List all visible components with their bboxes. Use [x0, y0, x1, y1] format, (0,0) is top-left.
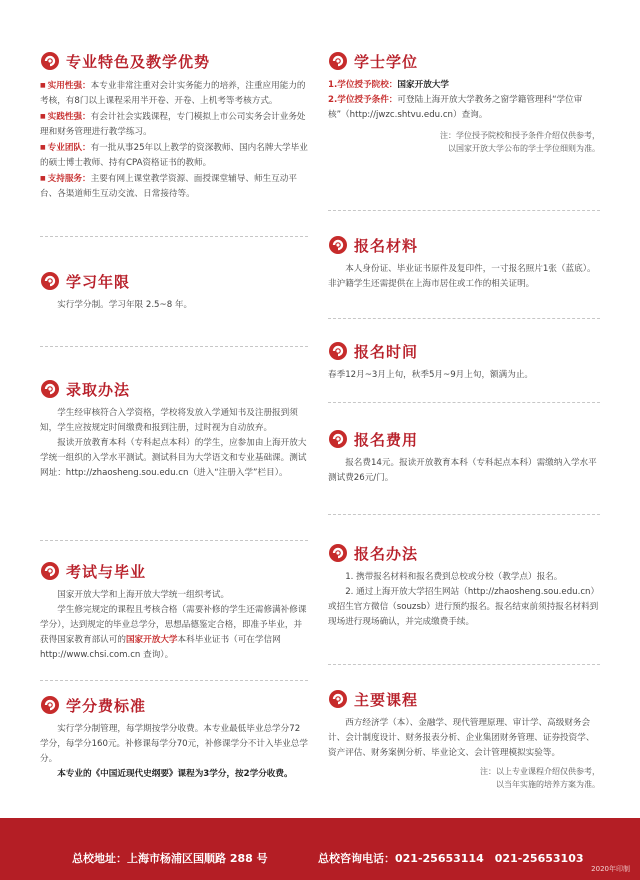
- section-body: 实行学分制。学习年限 2.5~8 年。: [57, 300, 193, 310]
- swirl-icon: [40, 695, 60, 715]
- divider: [328, 210, 600, 211]
- footer-bar: [0, 818, 640, 880]
- section-body: 1.学位授予院校：国家开放大学 2.学位授予条件：可登陆上海开放大学教务之窗学籍管理科“学位审核”（http://jwzc.shtvu.edu.cn）查询。: [328, 80, 583, 120]
- swirl-icon: [328, 341, 348, 361]
- section-header: [328, 232, 600, 258]
- divider: [40, 346, 308, 347]
- swirl-icon: [40, 51, 60, 71]
- swirl-icon: [40, 271, 60, 291]
- divider: [328, 664, 600, 665]
- feature-item: ■ 专业团队：有一批从事25年以上教学的资深教师、国内名牌大学毕业的硕士博士教师、持有CPA资格证书的教师。: [40, 140, 308, 171]
- section-fee: [328, 426, 600, 486]
- feature-item: ■ 实用性强：本专业非常注重对会计实务能力的培养，注重应用能力的考核，有8门以上课程采用半开卷、开卷、上机考等考核方式。: [40, 78, 308, 109]
- section-body: 国家开放大学和上海开放大学统一组织考试。 学生修完规定的课程且考核合格（需要补修的学生还需修满补修课学分），达到规定的毕业总学分，思想品德鉴定合格，即准予毕业，并获得国家教育部认可的国家开放大学本科毕业证书（可在学信网http://www.chsi.com.cn 查询）。: [40, 590, 307, 660]
- section-header: [328, 426, 600, 452]
- divider: [40, 680, 308, 681]
- section-header: [40, 48, 308, 74]
- section-header: [40, 692, 308, 718]
- section-degree: [328, 48, 600, 155]
- section-exam: [40, 558, 308, 663]
- section-admission: [40, 376, 308, 481]
- swirl-icon: [328, 235, 348, 255]
- section-body: 西方经济学（本）、金融学、现代管理原理、审计学、高级财务会计、会计制度设计、财务报表分析、企业集团财务管理、证券投资学、资产评估、财务案例分析、毕业论文、会计管理模拟实验等。: [328, 718, 595, 758]
- section-header: [40, 558, 308, 584]
- section-title: 报名材料: [354, 236, 419, 255]
- feature-item: ■ 实践性强：有会计社会实践课程，专门模拟上市公司实务会计业务处理和财务管理进行教学练习。: [40, 109, 308, 140]
- section-body: 报名费14元。报读开放教育本科（专科起点本科）需缴纳入学水平测试费26元/门。: [328, 458, 597, 483]
- swirl-icon: [328, 689, 348, 709]
- section-header: [40, 268, 308, 294]
- section-features: [40, 48, 308, 202]
- section-title: 报名办法: [354, 544, 419, 563]
- section-title: 录取办法: [66, 380, 131, 399]
- swirl-icon: [40, 561, 60, 581]
- section-body: 学生经审核符合入学资格，学校将发放入学通知书及注册报到须知，学生应按规定时间缴费和报到注册，过时视为自动放弃。 报读开放教育本科（专科起点本科）的学生，应参加由上海开放大学统一组织的入学水平测试。测试科目为大学语文和专业基础课。测试网址：http://zhaosheng.sou.edu.cn（进入“注册入学”栏目）。: [40, 408, 307, 478]
- section-body: 实行学分制管理，每学期按学分收费。本专业最低毕业总学分72学分，每学分160元。补修课每学分70元，补修课学分不计入毕业总学分。 本专业的《中国近现代史纲要》课程为3学分，按2学分收费。: [40, 724, 308, 779]
- section-fees: [40, 692, 308, 782]
- section-title: 报名费用: [354, 430, 419, 449]
- section-header: [328, 48, 600, 74]
- footer-address: 总校地址：上海市杨浦区国顺路 288 号: [72, 852, 268, 865]
- section-title: 考试与毕业: [66, 562, 147, 581]
- divider: [40, 540, 308, 541]
- divider: [328, 402, 600, 403]
- section-header: [328, 338, 600, 364]
- divider: [40, 236, 308, 237]
- section-header: [40, 376, 308, 402]
- section-body: 春季12月~3月上旬，秋季5月~9月上旬，额满为止。: [328, 370, 534, 380]
- swirl-icon: [328, 51, 348, 71]
- swirl-icon: [40, 379, 60, 399]
- section-header: [328, 686, 600, 712]
- section-title: 主要课程: [354, 690, 419, 709]
- divider: [328, 514, 600, 515]
- section-body: 1. 携带报名材料和报名费到总校或分校（教学点）报名。 2. 通过上海开放大学招生网站（http://zhaosheng.sou.edu.cn）或招生官方微信（souzsb）进行预约报名。报名结束前须持报名材料到现场进行现场确认，并完成缴费手续。: [328, 572, 600, 627]
- feature-item: ■ 支持服务：主要有网上课堂教学资源、面授课堂辅导、师生互动平台、各渠道师生互动交流、日常接待等。: [40, 171, 308, 202]
- section-body: [40, 78, 308, 202]
- note: 注：以上专业课程介绍仅供参考， 以当年实施的培养方案为准。: [480, 767, 600, 789]
- section-materials: [328, 232, 600, 292]
- section-time: [328, 338, 600, 383]
- section-method: [328, 540, 600, 630]
- divider: [328, 318, 600, 319]
- section-title: 专业特色及教学优势: [66, 52, 211, 71]
- section-title: 学分费标准: [66, 696, 147, 715]
- section-duration: [40, 268, 308, 313]
- footer-phone: 总校咨询电话：021-25653114 021-25653103: [318, 852, 584, 865]
- section-title: 学士学位: [354, 52, 419, 71]
- note: 注：学位授予院校和授予条件介绍仅供参考， 以国家开放大学公布的学士学位细则为准。: [440, 131, 600, 153]
- section-body: 本人身份证、毕业证书原件及复印件，一寸报名照片1张（蓝底）。非沪籍学生还需提供在上海市居住或工作的相关证明。: [328, 264, 596, 289]
- section-courses: [328, 686, 600, 791]
- footer-year: 2020年印制: [591, 865, 630, 873]
- swirl-icon: [328, 429, 348, 449]
- section-title: 报名时间: [354, 342, 419, 361]
- swirl-icon: [328, 543, 348, 563]
- section-title: 学习年限: [66, 272, 131, 291]
- section-header: [328, 540, 600, 566]
